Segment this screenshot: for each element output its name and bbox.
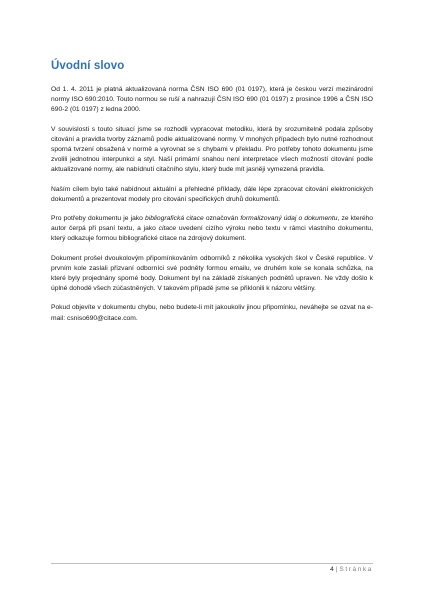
paragraph-contact: Pokud objevíte v dokumentu chybu, nebo budete-li mít jakoukoliv jinou připomínku, neváhejte se ozvat na e-mail: csniso690@citace.com.: [51, 304, 373, 322]
paragraph-goals: Naším cílem bylo také nabídnout aktuální a přehledné příklady, dále lépe zpracovat citování elektronických dokumentů a prezentovat modely pro citování specifických druhů dokumentů.: [51, 185, 373, 203]
footer-separator: |: [335, 566, 338, 573]
paragraph-methodology: V souvislosti s touto situací jsme se rozhodli vypracovat metodiku, která by srozumitelně podala způsoby citování a pravidla tvorby záznamů podle aktualizované normy. V mnohých případech bylo nutné rozhodnout sporná tvrzení obsažená v normě a vyrovnat se s chybami v překladu. Pro potřeby tohoto dokumentu jsme zvolili jednotnou interpunkci a styl. Naší primární snahou není interpretace všech možností citování podle aktualizované normy, ale nabídnutí citačního stylu, který bude mít jasněji vymezená pravidla.: [51, 125, 373, 174]
paragraph-norm-validity: Od 1. 4. 2011 je platná aktualizovaná norma ČSN ISO 690 (01 0197), která je českou verzí mezinárodní normy ISO 690:2010. Touto normou se ruší a nahrazují ČSN ISO 690 (01 0197) z prosince 1996 a ČSN ISO 690-2 (01 0197) z ledna 2000.: [51, 86, 373, 114]
page-footer: [51, 563, 373, 573]
section-heading: Úvodní slovo: [51, 60, 125, 72]
term-citation: citace: [158, 225, 177, 233]
definition-text: uvedení cizího výroku nebo textu v rámci vlastního dokumentu, který odkazuje formou bibliografické citace na zdrojový dokument.: [51, 225, 373, 243]
definition-text: Pro potřeby dokumentu je jako: [51, 215, 146, 223]
term-formalized-data: formalizovaný údaj o dokumentu: [240, 215, 338, 223]
page-label: Stránka: [339, 566, 373, 573]
term-bibliographic-citation: bibliografická citace: [145, 215, 204, 223]
paragraph-review-process: Dokument prošel dvoukolovým připomínkováním odborníků z několika vysokých škol v České republice. V prvním kole zaslali přizvaní odborníci své podněty formou emailu, ve druhém kole se konala schůzka, na které byly projednány sporné body. Dokument byl na základě získaných podnětů upraven. Ne vždy došlo k úplné dohodě všech zúčastněných. V takovém případě jsme se přiklonili k názoru většiny.: [51, 254, 373, 293]
definition-text: označován: [203, 215, 241, 223]
page-number: 4: [330, 566, 334, 573]
definition-text: , ze kterého autor čerpá při psaní textu, a jako: [51, 215, 373, 233]
page-content: [51, 60, 373, 333]
paragraph-definitions: [51, 214, 373, 245]
